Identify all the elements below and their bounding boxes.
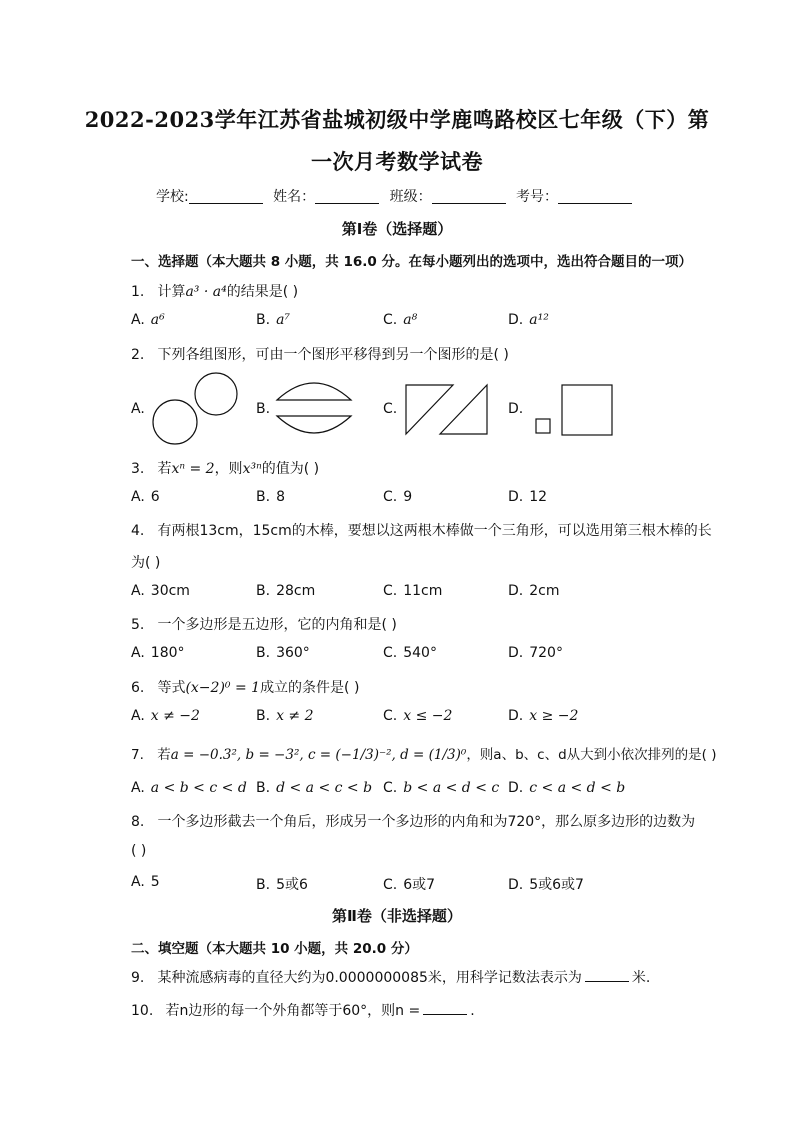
figure-two-segments xyxy=(273,380,355,438)
option-c[interactable]: C. a⁸ xyxy=(383,312,418,328)
question-number: 3. xyxy=(131,461,145,477)
student-info-row xyxy=(0,186,794,206)
option-d[interactable]: D. 12 xyxy=(508,489,548,505)
school-label: 学校: xyxy=(155,189,189,205)
question-4-cont: 为( ) xyxy=(131,555,161,571)
question-6: 6. 等式(x−2)⁰ = 1成立的条件是( ) xyxy=(131,680,360,696)
question-text: 的结果是( ) xyxy=(226,284,299,300)
question-text: 计算 xyxy=(157,284,186,300)
option-c[interactable]: C. 11cm xyxy=(383,583,443,599)
question-number: 1. xyxy=(131,284,145,300)
option-d[interactable]: D. c < a < d < b xyxy=(508,780,626,796)
exam-no-blank[interactable] xyxy=(558,191,632,204)
option-a[interactable]: A. x ≠ −2 xyxy=(131,708,200,724)
option-a[interactable]: A. 180° xyxy=(131,645,185,661)
question-number: 5. xyxy=(131,617,145,633)
question-10: 10. 若n边形的每一个外角都等于60°，则n = . xyxy=(131,1003,475,1019)
option-c[interactable]: C. b < a < d < c xyxy=(383,780,500,796)
option-b[interactable]: B. 5或6 xyxy=(256,877,308,893)
question-number: 7. xyxy=(131,747,144,763)
answer-blank[interactable] xyxy=(585,969,629,982)
exam-title-line1: 2022-2023学年江苏省盐城初级中学鹿鸣路校区七年级（下）第 xyxy=(84,107,710,132)
exam-title-line2: 一次月考数学试卷 xyxy=(311,149,483,174)
question-text: 下列各组图形，可由一个图形平移得到另一个图形的是( ) xyxy=(157,347,509,363)
class-blank[interactable] xyxy=(432,191,506,204)
option-c[interactable]: C. x ≤ −2 xyxy=(383,708,453,724)
question-math: a³ · a⁴ xyxy=(185,284,227,300)
option-b[interactable]: B. xyxy=(256,401,271,417)
part2-heading: 二、填空题（本大题共 10 小题，共 20.0 分） xyxy=(131,941,418,957)
option-c[interactable]: C. 9 xyxy=(383,489,413,505)
part2-label: 第Ⅱ卷（非选择题） xyxy=(332,907,462,925)
question-3: 3. 若xⁿ = 2，则x³ⁿ的值为( ) xyxy=(131,461,320,477)
question-7: 7. 若a = −0.3², b = −3², c = (−1/3)⁻², d = (1/3)⁰，则a、b、c、d从大到小依次排列的是( ) xyxy=(131,747,717,763)
question-number: 9. xyxy=(131,970,145,986)
figure-two-triangles xyxy=(403,382,493,438)
option-d[interactable]: D. 720° xyxy=(508,645,563,661)
option-d[interactable]: D. a¹² xyxy=(508,312,549,328)
question-number: 2. xyxy=(131,347,145,363)
option-a[interactable]: A. 30cm xyxy=(131,583,190,599)
option-b[interactable]: B. d < a < c < b xyxy=(256,780,373,796)
option-a[interactable]: A. a < b < c < d xyxy=(131,780,247,796)
name-blank[interactable] xyxy=(315,191,379,204)
option-c[interactable]: C. xyxy=(383,401,398,417)
question-1 xyxy=(131,281,298,301)
name-label: 姓名： xyxy=(273,189,316,205)
option-b[interactable]: B. 8 xyxy=(256,489,285,505)
question-number: 8. xyxy=(131,814,145,830)
question-8: 8. 一个多边形截去一个角后，形成另一个多边形的内角和为720°，那么原多边形的边数为 xyxy=(131,814,696,830)
figure-two-circles xyxy=(150,370,245,446)
question-number: 6. xyxy=(131,680,145,696)
question-8-cont: ( ) xyxy=(131,843,147,859)
option-d[interactable]: D. x ≥ −2 xyxy=(508,708,579,724)
option-d[interactable]: D. xyxy=(508,401,524,417)
option-a[interactable]: A. xyxy=(131,401,145,417)
question-number: 4. xyxy=(131,523,145,539)
option-d[interactable]: D. 5或6或7 xyxy=(508,877,584,893)
option-c[interactable]: C. 540° xyxy=(383,645,437,661)
figure-two-squares xyxy=(530,382,618,438)
option-d[interactable]: D. 2cm xyxy=(508,583,560,599)
part1-heading: 一、选择题（本大题共 8 小题，共 16.0 分。在每小题列出的选项中，选出符合题目的一项） xyxy=(131,254,693,270)
option-c[interactable]: C. 6或7 xyxy=(383,877,436,893)
question-9: 9. 某种流感病毒的直径大约为0.0000000085米，用科学记数法表示为 米. xyxy=(131,970,651,986)
part1-label: 第Ⅰ卷（选择题） xyxy=(341,220,453,238)
option-b[interactable]: B. 360° xyxy=(256,645,310,661)
question-5: 5. 一个多边形是五边形，它的内角和是( ) xyxy=(131,617,397,633)
exam-no-label: 考号： xyxy=(516,189,559,205)
option-b[interactable]: B. 28cm xyxy=(256,583,316,599)
question-2 xyxy=(131,344,509,364)
answer-blank[interactable] xyxy=(423,1002,467,1015)
option-a[interactable]: A. 5 xyxy=(131,874,160,890)
school-blank[interactable] xyxy=(189,191,263,204)
option-b[interactable]: B. a⁷ xyxy=(256,312,291,328)
class-label: 班级： xyxy=(389,189,432,205)
option-b[interactable]: B. x ≠ 2 xyxy=(256,708,314,724)
option-a[interactable]: A. a⁶ xyxy=(131,312,165,328)
question-4: 4. 有两根13cm，15cm的木棒，要想以这两根木棒做一个三角形，可以选用第三根木棒的长 xyxy=(131,523,712,539)
question-number: 10. xyxy=(131,1003,154,1019)
option-a[interactable]: A. 6 xyxy=(131,489,160,505)
